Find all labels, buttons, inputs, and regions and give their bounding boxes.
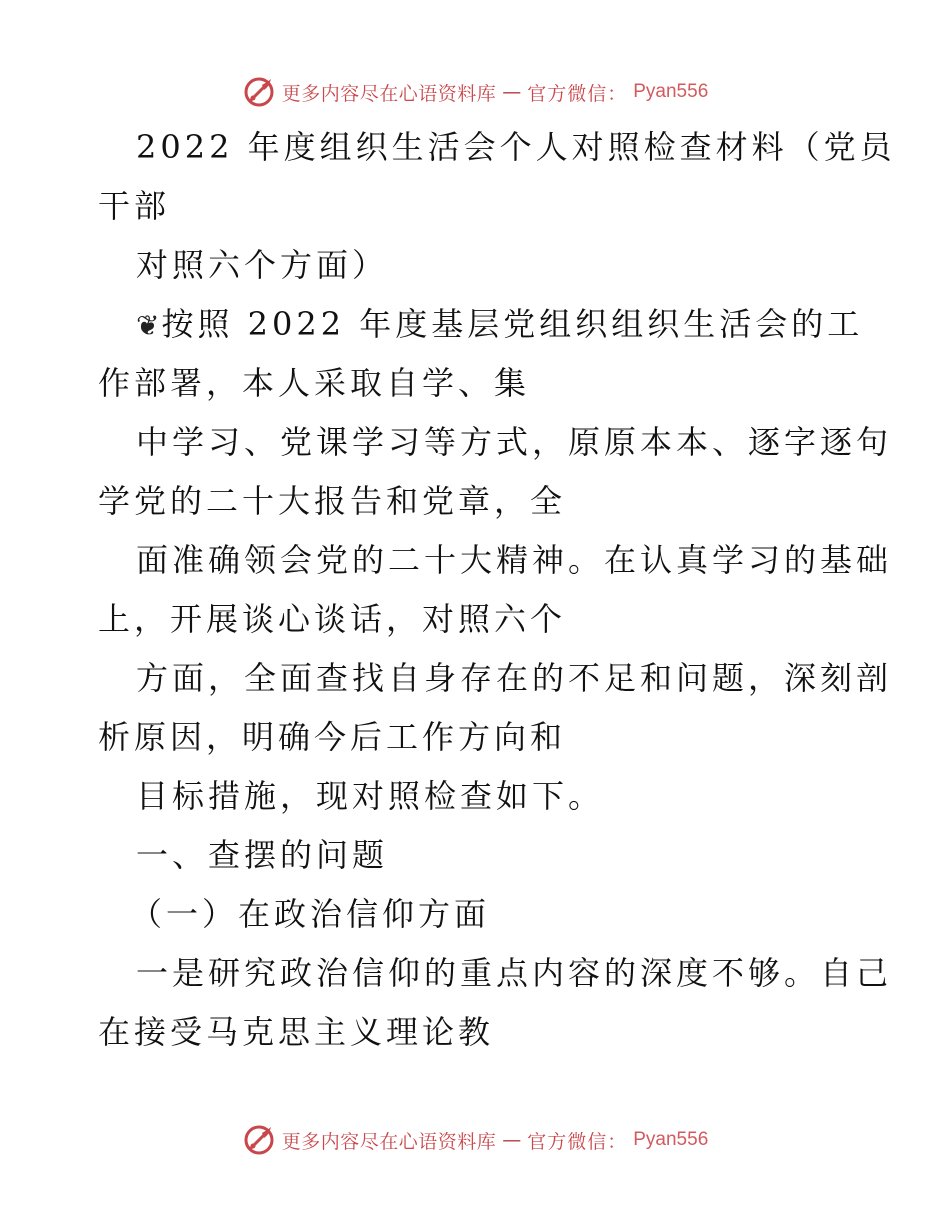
document-title-line-2: 干部 (98, 187, 171, 225)
document-title-line-1: 2022 年度组织生活会个人对照检查材料（党员 (136, 128, 896, 166)
watermark-wechat-label: 官方微信： (527, 82, 628, 105)
floral-ornament-icon: ❦ (136, 309, 160, 342)
watermark-separator: — (502, 81, 522, 103)
paragraph-3-line-1: 面准确领会党的二十大精神。在认真学习的基础 (136, 541, 893, 579)
paragraph-1-line-1-text: 按照 2022 年度基层党组织组织生活会的工 (161, 305, 864, 343)
watermark-text: 更多内容尽在心语资料库 (281, 1130, 497, 1153)
paragraph-4-line-1: 方面，全面查找自身存在的不足和问题，深刻剖 (136, 659, 893, 697)
paragraph-2-line-1: 中学习、党课学习等方式，原原本本、逐字逐句 (136, 423, 893, 461)
watermark-text: 更多内容尽在心语资料库 (281, 82, 497, 105)
watermark-wechat-label: 官方微信： (527, 1130, 628, 1153)
header-watermark (0, 72, 950, 112)
paragraph-1-line-1 (136, 304, 896, 346)
paragraph-3-line-2: 上，开展谈心谈话，对照六个 (98, 600, 567, 638)
paragraph-1-line-2: 作部署，本人采取自学、集 (98, 364, 531, 402)
document-title-line-3: 对照六个方面） (136, 246, 389, 284)
quill-pen-circle-icon (242, 75, 276, 109)
paragraph-6-line-1: 一是研究政治信仰的重点内容的深度不够。自己 (136, 954, 893, 992)
paragraph-4-line-2: 析原因，明确今后工作方向和 (98, 718, 567, 756)
watermark-wechat-id: Pyan556 (633, 1129, 709, 1150)
footer-watermark (0, 1120, 950, 1160)
paragraph-2-line-2: 学党的二十大报告和党章，全 (98, 482, 567, 520)
watermark-separator: — (502, 1129, 522, 1151)
quill-pen-circle-icon (242, 1123, 276, 1157)
section-heading-2: （一）在政治信仰方面 (130, 895, 491, 933)
watermark-wechat-id: Pyan556 (633, 81, 709, 102)
paragraph-6-line-2: 在接受马克思主义理论教 (98, 1013, 495, 1051)
paragraph-5-line-1: 目标措施，现对照检查如下。 (136, 777, 605, 815)
section-heading-1: 一、查摆的问题 (136, 836, 389, 874)
